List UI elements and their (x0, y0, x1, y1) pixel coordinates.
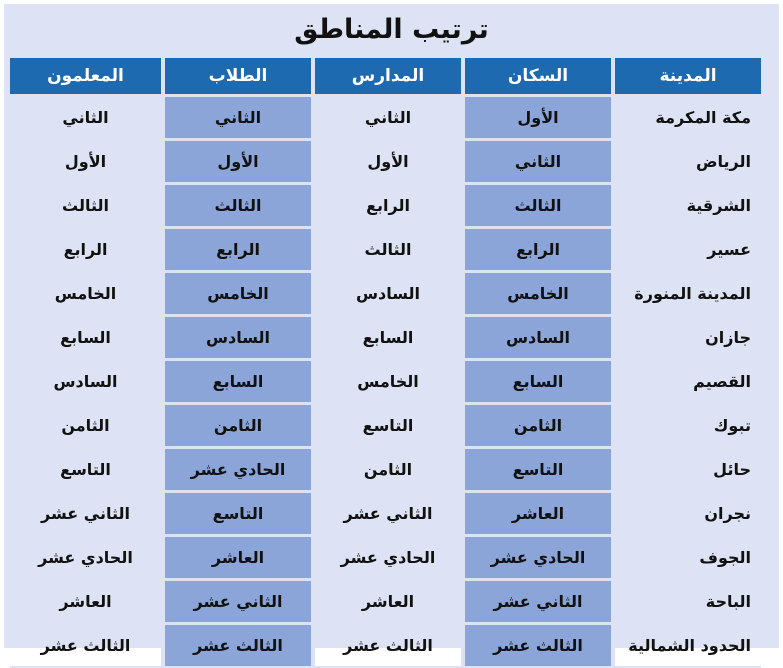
table-row (10, 448, 761, 492)
students-cell: السابع (161, 360, 311, 404)
teachers-cell: التاسع (10, 448, 161, 492)
students-cell: الخامس (161, 272, 311, 316)
city-cell: الحدود الشمالية (611, 624, 761, 668)
table-row (10, 360, 761, 404)
schools-cell: الثالث (311, 228, 461, 272)
schools-cell: الثاني (311, 96, 461, 140)
schools-cell: التاسع (311, 404, 461, 448)
students-cell: الثاني (161, 96, 311, 140)
teachers-cell: الثاني عشر (10, 492, 161, 536)
teachers-cell: الثاني (10, 96, 161, 140)
table-row (10, 536, 761, 580)
teachers-cell: العاشر (10, 580, 161, 624)
students-cell: الثالث عشر (161, 624, 311, 668)
table-row (10, 624, 761, 668)
schools-cell: الرابع (311, 184, 461, 228)
city-cell: الرياض (611, 140, 761, 184)
students-cell: العاشر (161, 536, 311, 580)
population-cell: العاشر (461, 492, 611, 536)
teachers-cell: الخامس (10, 272, 161, 316)
students-cell: الحادي عشر (161, 448, 311, 492)
city-cell: مكة المكرمة (611, 96, 761, 140)
population-cell: الخامس (461, 272, 611, 316)
students-cell: الثامن (161, 404, 311, 448)
city-cell: تبوك (611, 404, 761, 448)
city-cell: الشرقية (611, 184, 761, 228)
schools-cell: السادس (311, 272, 461, 316)
teachers-cell: الثامن (10, 404, 161, 448)
city-cell: عسير (611, 228, 761, 272)
city-cell: جازان (611, 316, 761, 360)
header-city: المدينة (611, 58, 761, 96)
schools-cell: الثاني عشر (311, 492, 461, 536)
city-cell: القصيم (611, 360, 761, 404)
header-schools: المدارس (311, 58, 461, 96)
population-cell: الثاني عشر (461, 580, 611, 624)
schools-cell: الأول (311, 140, 461, 184)
population-cell: الثامن (461, 404, 611, 448)
teachers-cell: السابع (10, 316, 161, 360)
students-cell: الأول (161, 140, 311, 184)
students-cell: السادس (161, 316, 311, 360)
teachers-cell: الأول (10, 140, 161, 184)
population-cell: الرابع (461, 228, 611, 272)
population-cell: الأول (461, 96, 611, 140)
teachers-cell: الثالث (10, 184, 161, 228)
ranking-panel (4, 4, 779, 655)
schools-cell: الخامس (311, 360, 461, 404)
population-cell: الثالث (461, 184, 611, 228)
table-row (10, 228, 761, 272)
table-row (10, 140, 761, 184)
population-cell: السادس (461, 316, 611, 360)
table-row (10, 404, 761, 448)
students-cell: الرابع (161, 228, 311, 272)
teachers-cell: الرابع (10, 228, 161, 272)
table-row (10, 96, 761, 140)
table-row (10, 316, 761, 360)
population-cell: الثالث عشر (461, 624, 611, 668)
population-cell: الحادي عشر (461, 536, 611, 580)
header-teachers: المعلمون (10, 58, 161, 96)
teachers-cell: السادس (10, 360, 161, 404)
header-population: السكان (461, 58, 611, 96)
header-row (10, 58, 761, 96)
population-cell: الثاني (461, 140, 611, 184)
table-row (10, 272, 761, 316)
table-row (10, 492, 761, 536)
teachers-cell: الثالث عشر (10, 624, 161, 668)
header-students: الطلاب (161, 58, 311, 96)
ranking-table (10, 58, 761, 668)
students-cell: الثالث (161, 184, 311, 228)
schools-cell: الثامن (311, 448, 461, 492)
students-cell: الثاني عشر (161, 580, 311, 624)
population-cell: السابع (461, 360, 611, 404)
table-body (10, 96, 761, 668)
students-cell: التاسع (161, 492, 311, 536)
teachers-cell: الحادي عشر (10, 536, 161, 580)
population-cell: التاسع (461, 448, 611, 492)
schools-cell: العاشر (311, 580, 461, 624)
city-cell: الجوف (611, 536, 761, 580)
schools-cell: السابع (311, 316, 461, 360)
schools-cell: الحادي عشر (311, 536, 461, 580)
table-row (10, 580, 761, 624)
table-title: ترتيب المناطق (294, 13, 489, 45)
city-cell: الباحة (611, 580, 761, 624)
schools-cell: الثالث عشر (311, 624, 461, 668)
city-cell: المدينة المنورة (611, 272, 761, 316)
city-cell: نجران (611, 492, 761, 536)
table-row (10, 184, 761, 228)
city-cell: حائل (611, 448, 761, 492)
